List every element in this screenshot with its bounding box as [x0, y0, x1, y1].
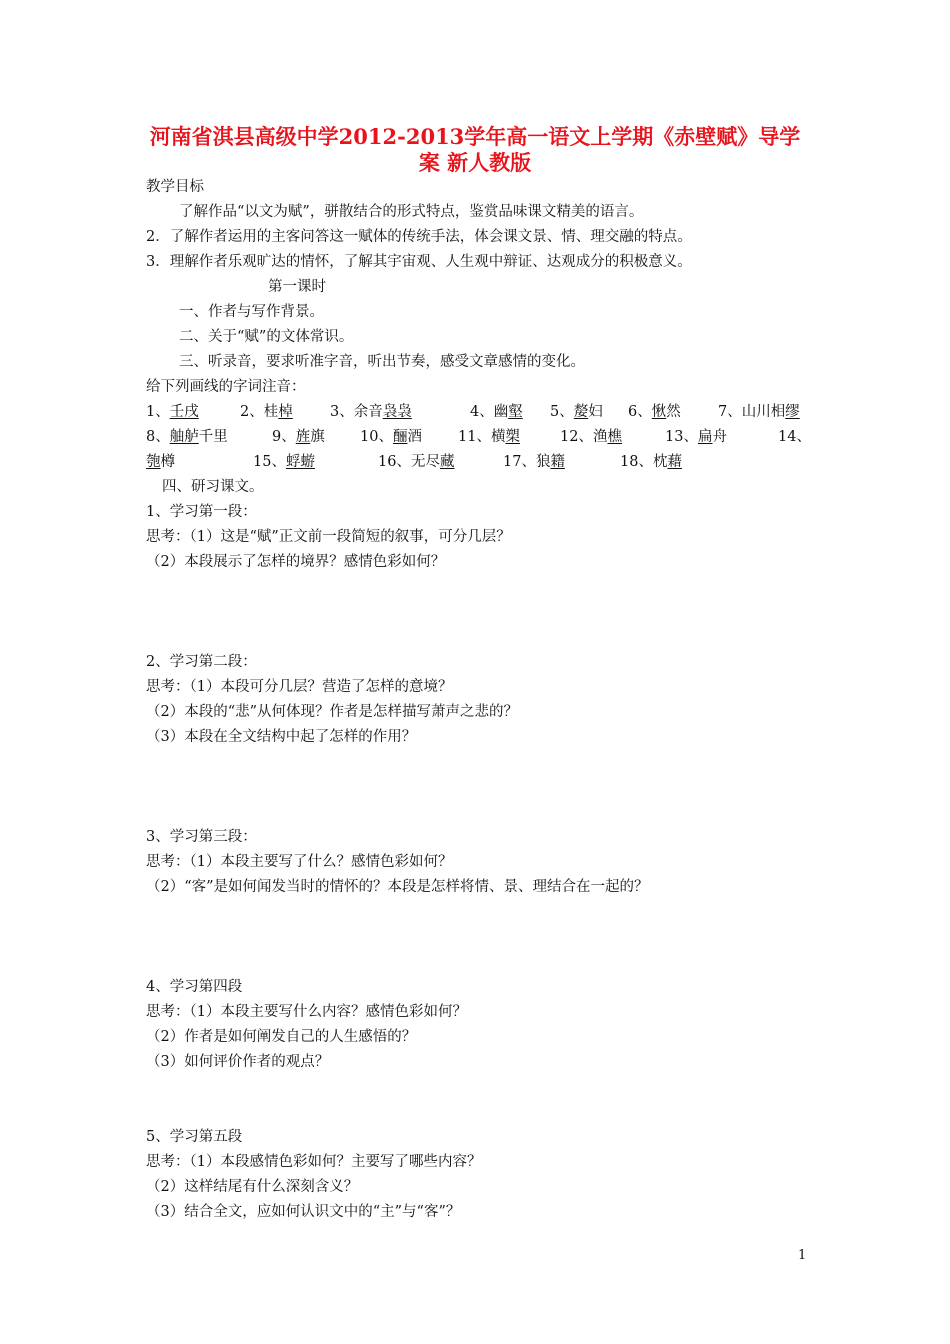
vocab-heading: 给下列画线的字词注音： — [146, 379, 306, 395]
vocab-item: 16、无尽藏 — [378, 454, 455, 470]
vocab-item: 3、余音袅袅 — [330, 404, 412, 420]
vocab-item: 17、狼籍 — [503, 454, 565, 470]
vocab-item: 14、 — [778, 429, 811, 445]
section-3-question-2: （2）“客”是如何闻发当时的情怀的？本段是怎样将情、景、理结合在一起的？ — [146, 879, 649, 895]
section-2-question-3: （3）本段在全文结构中起了怎样的作用？ — [146, 729, 417, 745]
vocab-item: 18、枕藉 — [620, 454, 682, 470]
section-4-question-1: 思考：（1）本段主要写什么内容？感情色彩如何？ — [146, 1004, 467, 1020]
step-3: 三、听录音，要求听准字音，听出节奏，感受文章感情的变化。 — [179, 354, 585, 370]
section-5-heading: 5、学习第五段 — [146, 1129, 243, 1145]
step-4: 四、研习课文。 — [162, 479, 264, 495]
section-2-question-1: 思考：（1）本段可分几层？营造了怎样的意境？ — [146, 679, 453, 695]
vocab-item: 4、幽壑 — [470, 404, 523, 420]
section-4-question-2: （2）作者是如何阐发自己的人生感悟的？ — [146, 1029, 417, 1045]
vocab-item: 匏樽 — [146, 454, 175, 470]
vocab-item: 5、嫠妇 — [550, 404, 603, 420]
section-2-heading: 2、学习第二段： — [146, 654, 257, 670]
vocab-item: 9、旌旗 — [272, 429, 325, 445]
vocab-item: 1、壬戌 — [146, 404, 199, 420]
section-5-question-3: （3）结合全文，应如何认识文中的“主”与“客”？ — [146, 1204, 461, 1220]
vocab-item: 6、愀然 — [628, 404, 681, 420]
section-1-question-2: （2）本段展示了怎样的境界？感情色彩如何？ — [146, 554, 446, 570]
section-4-question-3: （3）如何评价作者的观点？ — [146, 1054, 330, 1070]
vocab-item: 12、渔樵 — [560, 429, 622, 445]
vocab-item: 7、山川相缪 — [718, 404, 800, 420]
vocab-item: 11、横槊 — [458, 429, 520, 445]
page-number: 1 — [798, 1248, 807, 1263]
section-1-heading: 1、学习第一段： — [146, 504, 257, 520]
step-2: 二、关于“赋”的文体常识。 — [179, 329, 354, 345]
section-5-question-1: 思考：（1）本段感情色彩如何？主要写了哪些内容？ — [146, 1154, 482, 1170]
section-3-heading: 3、学习第三段： — [146, 829, 257, 845]
document-title-line-1: 河南省淇县高级中学2012-2013学年高一语文上学期《赤壁赋》导学 — [149, 124, 801, 149]
vocab-item: 8、舳舻千里 — [146, 429, 228, 445]
section-4-heading: 4、学习第四段 — [146, 979, 243, 995]
vocab-item: 13、扁舟 — [665, 429, 727, 445]
step-1: 一、作者与写作背景。 — [179, 304, 324, 320]
section-3-question-1: 思考：（1）本段主要写了什么？感情色彩如何？ — [146, 854, 453, 870]
objectives-heading: 教学目标 — [146, 179, 204, 195]
document-title-line-2: 案 新人教版 — [418, 150, 532, 175]
objective-3: 3．理解作者乐观旷达的情怀，了解其宇宙观、人生观中辩证、达观成分的积极意义。 — [146, 254, 692, 270]
vocab-item: 2、桂棹 — [240, 404, 293, 420]
vocab-item: 10、酾酒 — [360, 429, 422, 445]
objective-2: 2．了解作者运用的主客问答这一赋体的传统手法，体会课文景、情、理交融的特点。 — [146, 229, 692, 245]
lesson-1-heading: 第一课时 — [268, 279, 326, 295]
section-2-question-2: （2）本段的“悲”从何体现？作者是怎样描写萧声之悲的？ — [146, 704, 519, 720]
section-5-question-2: （2）这样结尾有什么深刻含义？ — [146, 1179, 359, 1195]
objective-1: 了解作品“以文为赋”，骈散结合的形式特点，鉴赏品味课文精美的语言。 — [179, 204, 644, 220]
section-1-question-1: 思考：（1）这是“赋”正文前一段简短的叙事，可分几层？ — [146, 529, 511, 545]
vocab-item: 15、蜉蝣 — [253, 454, 315, 470]
